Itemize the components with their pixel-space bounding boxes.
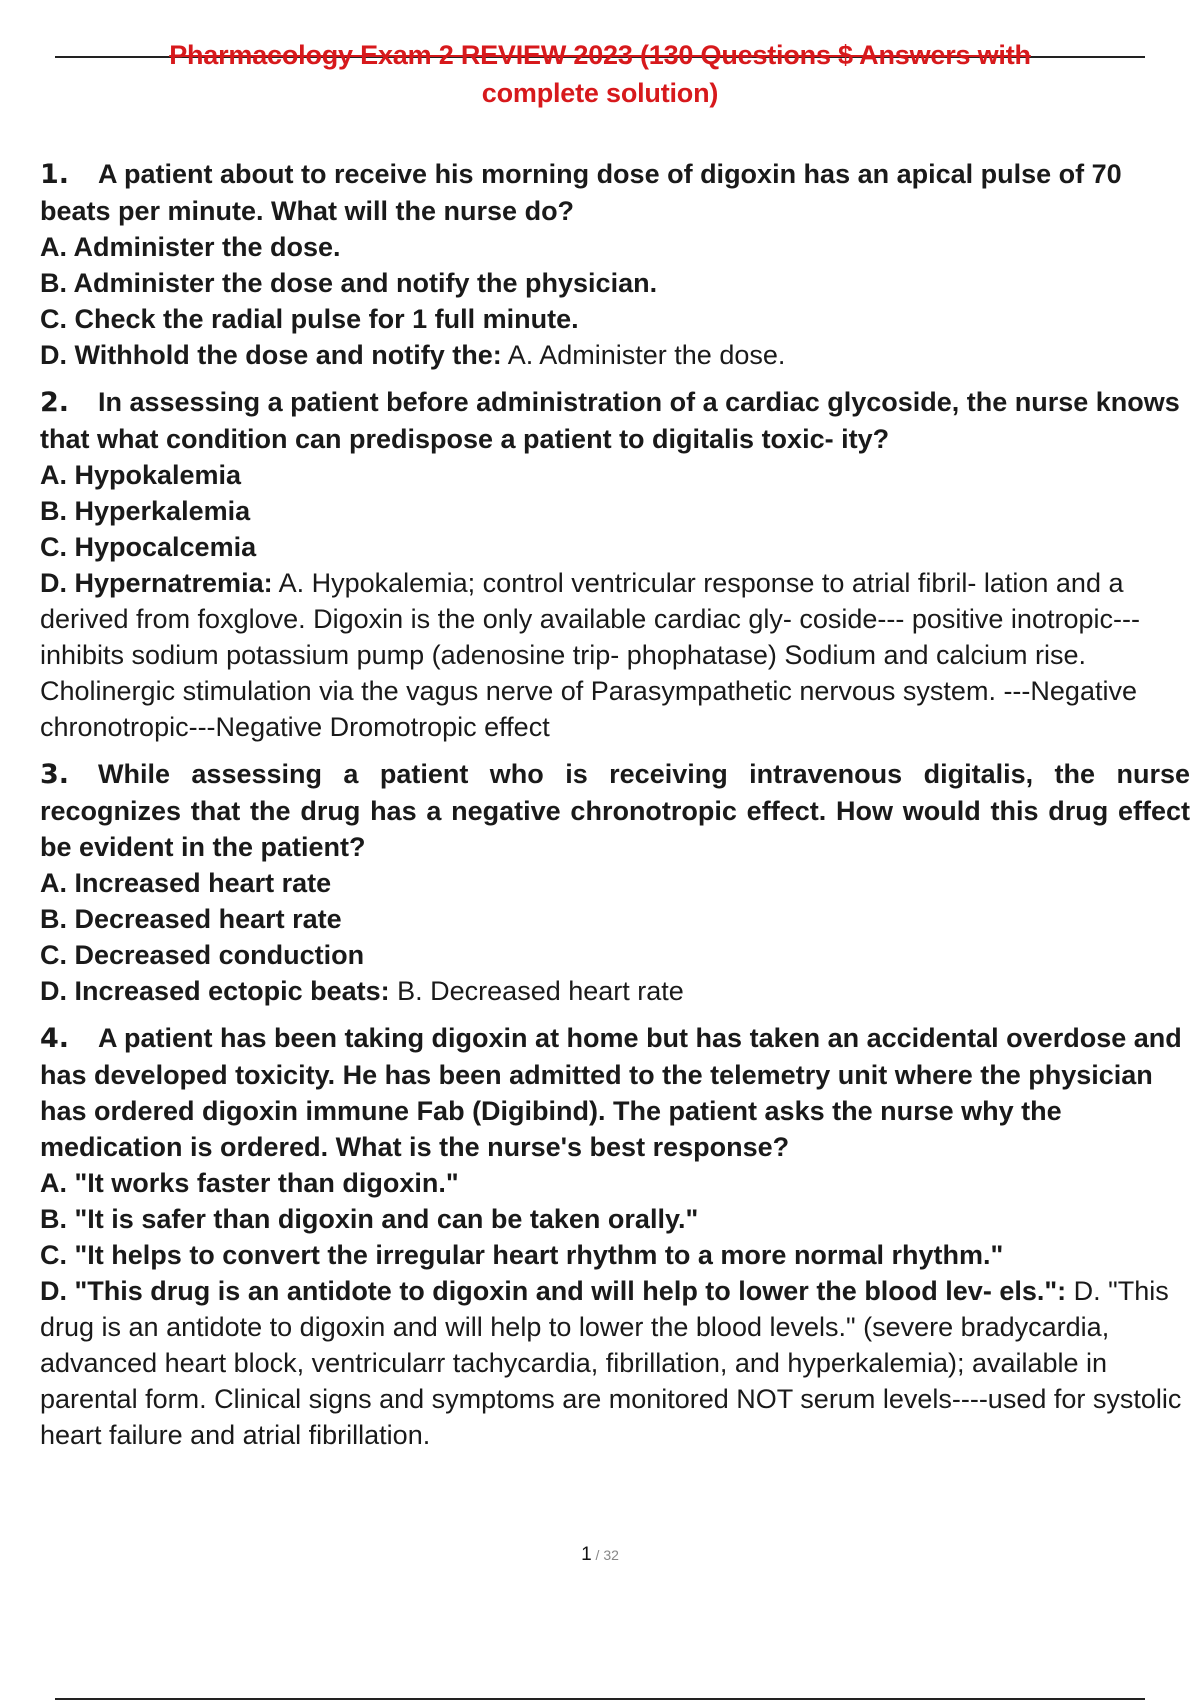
option-d: D. "This drug is an antidote to digoxin and will help to lower the blood lev- els.": [40, 1276, 1067, 1306]
option-d: D. Hypernatremia: [40, 568, 273, 598]
option-a: A. Increased heart rate [40, 868, 332, 898]
question-stem [40, 384, 1190, 457]
option-b: B. Decreased heart rate [40, 904, 342, 934]
option-b: B. Hyperkalemia [40, 496, 251, 526]
question-stem [40, 1020, 1190, 1165]
option-d: D. Withhold the dose and notify the: [40, 340, 502, 370]
option-a: A. "It works faster than digoxin." [40, 1168, 459, 1198]
question-number: 4. [40, 1023, 70, 1054]
option-d-with-answer [40, 1273, 1190, 1453]
question-2 [40, 384, 1190, 745]
question-text: A patient about to receive his morning dose of digoxin has an apical pulse of 70 beats per minute. What will the nurse do? [40, 159, 1122, 226]
questions-list [40, 156, 1190, 1464]
option-c: C. Check the radial pulse for 1 full minute. [40, 304, 579, 334]
question-text: In assessing a patient before administration of a cardiac glycoside, the nurse knows that what condition can predispose a patient to digitalis toxic- ity? [40, 387, 1180, 454]
page-separator: / [591, 1547, 604, 1563]
option-a: A. Hypokalemia [40, 460, 242, 490]
option-a: A. Administer the dose. [40, 232, 341, 262]
option-c: C. Hypocalcemia [40, 532, 257, 562]
question-1 [40, 156, 1190, 373]
total-pages: 32 [603, 1547, 619, 1563]
question-stem [40, 756, 1190, 865]
current-page-number: 1 [581, 1544, 592, 1565]
question-number: 1. [40, 159, 70, 190]
answer-text: A. Administer the dose. [501, 340, 786, 370]
option-d: D. Increased ectopic beats: [40, 976, 390, 1006]
answer-text: D. "This drug is an antidote to digoxin and will help to lower the blood levels." (severe bradycardia, advanced heart block, ventricularr tachycardia, fibrillation, and hyperkalemia); available in parental form. Clinical signs and symptoms are monitored NOT serum levels----used for systolic heart failure and atrial fibrillation. [40, 1276, 1182, 1450]
title-line-1: Pharmacology Exam 2 REVIEW 2023 (130 Questions $ Answers with [169, 40, 1031, 70]
answer-text: B. Decreased heart rate [389, 976, 684, 1006]
question-stem [40, 156, 1190, 229]
option-c: C. "It helps to convert the irregular heart rhythm to a more normal rhythm." [40, 1240, 1004, 1270]
question-text: While assessing a patient who is receiving intravenous digitalis, the nurse recognizes that the drug has a negative chronotropic effect. How would this drug effect be evident in the patient? [40, 759, 1190, 862]
option-d-with-answer [40, 337, 1190, 373]
option-d-with-answer [40, 973, 1190, 1009]
page-indicator [0, 1544, 1200, 1566]
option-b: B. Administer the dose and notify the physician. [40, 268, 658, 298]
question-4 [40, 1020, 1190, 1453]
question-text: A patient has been taking digoxin at home but has taken an accidental overdose and has developed toxicity. He has been admitted to the telemetry unit where the physician has ordered digoxin immune Fab (Digibind). The patient asks the nurse why the medication is ordered. What is the nurse's best response? [40, 1023, 1182, 1162]
question-3 [40, 756, 1190, 1009]
question-number: 2. [40, 387, 70, 418]
option-c: C. Decreased conduction [40, 940, 365, 970]
option-b: B. "It is safer than digoxin and can be taken orally." [40, 1204, 699, 1234]
question-number: 3. [40, 759, 70, 790]
option-d-with-answer [40, 565, 1190, 745]
answer-text: A. Hypokalemia; control ventricular response to atrial fibril- lation and a derived from foxglove. Digoxin is the only available cardiac gly- coside--- positive inotropic---inhibits sodium potassium pump (adenosine trip- phophatase) Sodium and calcium rise. Cholinergic stimulation via the vagus nerve of Parasympathetic nervous system. ---Negative chronotropic---Negative Dromotropic effect [40, 568, 1140, 742]
document-title [55, 36, 1145, 112]
title-line-2: complete solution) [481, 78, 719, 108]
